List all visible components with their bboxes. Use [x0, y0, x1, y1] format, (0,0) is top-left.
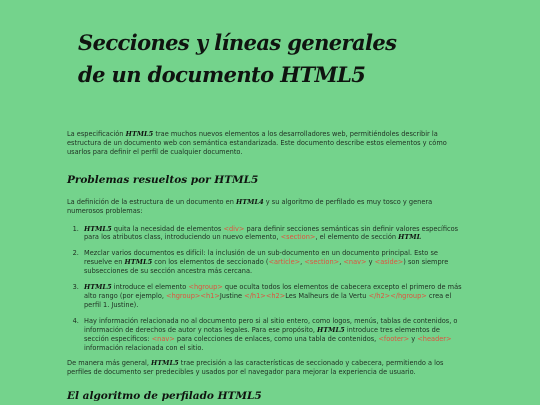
- item-text: para colecciones de enlaces, como una tabla de contenidos,: [174, 334, 379, 343]
- html4-keyword: HTML4: [236, 197, 264, 206]
- code-tag[interactable]: <hgroup>: [188, 283, 223, 292]
- intro-paragraph: [67, 130, 464, 157]
- item-text: Les Malheurs de la Vertu: [285, 291, 369, 300]
- html5-keyword: HTML5: [124, 258, 153, 267]
- article-body: [67, 130, 464, 403]
- next-section-heading: El algoritmo de perfilado HTML5: [67, 390, 262, 403]
- item-text: y: [366, 258, 375, 267]
- item-text: que oculta todos los elementos de cabecera excepto el primero de más alto rango (por ejemplo,: [84, 283, 462, 300]
- closing-paragraph: [67, 359, 464, 377]
- page-title: Secciones y líneas generales de un documento HTML5: [78, 30, 397, 87]
- code-tag[interactable]: <article>: [268, 258, 301, 267]
- item-text: introduce tres elementos de sección específicos:: [84, 325, 440, 343]
- intro-text: trae muchos nuevos elementos a los desarrolladores web, permitiéndoles describir la estructura de un documento web con semántica estandarizada. Este documento describe estos elementos y cómo usarlos para definir el perfil de cualquier documento.: [67, 130, 447, 156]
- closing-text: trae precisión a las características de seccionado y cabecera, permitiendo a los perfiles de documento ser predecibles y usados por el navegador para mejorar la experiencia de usuario.: [67, 359, 444, 377]
- item-text: quita la necesidad de elementos: [111, 224, 224, 233]
- lead-text: La definición de la estructura de un documento en: [67, 197, 237, 206]
- html5-keyword: HTML5: [84, 283, 112, 292]
- section-lead: [67, 198, 464, 216]
- item-text: , el elemento de sección: [315, 233, 399, 242]
- code-tag[interactable]: </h1><h2>: [244, 291, 286, 300]
- item-text: para definir secciones semánticas sin definir valores específicos para los atributos class, introduciendo un nuevo elemento,: [84, 224, 459, 242]
- code-tag[interactable]: </h2></hgroup>: [368, 291, 427, 300]
- list-item: [81, 317, 464, 353]
- lead-text: y su algoritmo de perfilado es muy tosco y genera numerosos problemas:: [67, 197, 433, 215]
- html5-keyword: HTML5: [151, 359, 179, 368]
- html5-keyword: HTML5: [125, 130, 154, 138]
- item-text: información relacionada con el sitio.: [84, 343, 204, 352]
- code-tag[interactable]: <aside>: [374, 258, 404, 267]
- html-keyword: HTML: [398, 233, 422, 242]
- code-tag[interactable]: <nav>: [151, 334, 175, 343]
- code-tag[interactable]: <footer>: [378, 334, 410, 343]
- list-item: [81, 249, 464, 276]
- problems-list: [67, 225, 464, 353]
- item-text: y: [409, 334, 418, 343]
- closing-text: De manera más general,: [67, 359, 152, 368]
- item-text: introduce el elemento: [111, 283, 189, 292]
- html5-keyword: HTML5: [84, 224, 112, 233]
- code-tag[interactable]: <section>: [304, 258, 340, 267]
- code-tag[interactable]: <hgroup><h1>: [166, 291, 220, 300]
- item-text: Mezclar varios documentos es difícil: la inclusión de un sub-documento en un documento principal. Esto se resuelve en: [84, 249, 438, 267]
- code-tag[interactable]: <header>: [417, 334, 452, 343]
- list-item: [81, 283, 464, 310]
- item-text: crea el perfil 1. Justine).: [84, 291, 452, 309]
- item-text: Justine: [219, 291, 245, 300]
- list-item: [81, 225, 464, 243]
- item-text: ,: [339, 258, 344, 267]
- code-tag[interactable]: <div>: [223, 224, 245, 233]
- html5-keyword: HTML5: [317, 325, 345, 334]
- item-text: ) son siempre subsecciones de su sección ancestra más cercana.: [84, 258, 449, 276]
- intro-text: La especificación: [67, 130, 126, 138]
- code-tag[interactable]: <section>: [280, 233, 316, 242]
- section-heading: Problemas resueltos por HTML5: [67, 173, 259, 186]
- item-text: con los elementos de seccionado (: [152, 258, 269, 267]
- code-tag[interactable]: <nav>: [343, 258, 367, 267]
- item-text: Hay información relacionada no al documento pero si al sitio entero, como logos, menús, tablas de contenidos, o información de derechos de autor y notas legales. Para ese propósito,: [84, 316, 458, 334]
- item-text: ,: [300, 258, 305, 267]
